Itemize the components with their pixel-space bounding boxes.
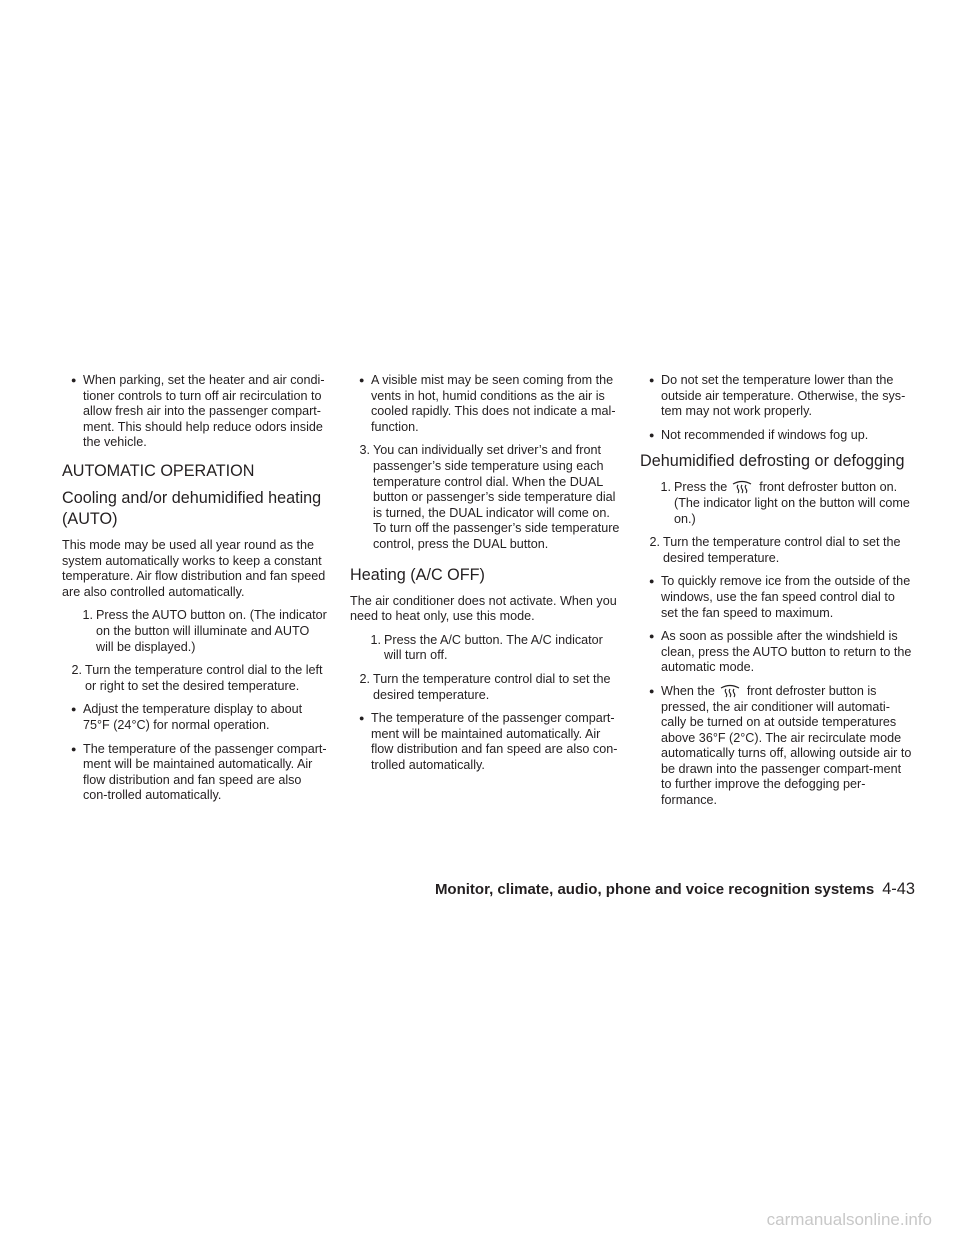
numbered-step: [651, 480, 914, 527]
bullet-marker: ●: [649, 576, 655, 587]
bullet-marker: ●: [71, 375, 77, 385]
numbered-step: [350, 443, 622, 552]
step-number: 1.: [660, 480, 671, 495]
bullet-marker: ●: [71, 704, 77, 715]
subsection-heading: Heating (A/C OFF): [350, 565, 485, 584]
bullet-marker: ●: [649, 685, 655, 696]
bullet-text: Do not set the temperature lower than the outside air temperature. Otherwise, the sys-tem may not work properly.: [661, 373, 906, 419]
section-heading: AUTOMATIC OPERATION: [62, 461, 255, 480]
numbered-step: [350, 672, 622, 703]
step-number: 1.: [82, 608, 93, 623]
list-item: [62, 702, 328, 733]
front-defroster-icon: [719, 684, 741, 698]
paragraph: The air conditioner does not activate. When you need to heat only, use this mode.: [350, 593, 617, 624]
bullet-text: The temperature of the passenger compart-ment will be maintained automatically. Air flow distribution and fan speed are also con-trolled automatically.: [83, 741, 327, 803]
list-item: [62, 373, 328, 451]
bullet-marker: ●: [359, 375, 365, 385]
bullet-text: A visible mist may be seen coming from the vents in hot, humid conditions as the air is cooled rapidly. This does not indicate a mal-function.: [371, 373, 616, 434]
column-1: [62, 373, 328, 812]
bullet-marker: ●: [649, 429, 655, 440]
step-text-start: Press the: [674, 480, 728, 495]
watermark: carmanualsonline.info: [766, 1210, 932, 1229]
bullet-marker: ●: [649, 375, 655, 385]
step-text: Press the A/C button. The A/C indicator will turn off.: [384, 632, 603, 663]
list-item: [62, 742, 328, 804]
step-text: You can individually set driver’s and front passenger’s side temperature using each temperature control dial. When the DUAL button or passenger’s side temperature dial is turned, the DUAL indicator will come on. To turn off the passenger’s side temperature control, press the DUAL button.: [373, 443, 620, 551]
step-text: Press the AUTO button on. (The indicator on the button will illuminate and AUTO will be displayed.): [96, 608, 327, 654]
bullet-marker: ●: [649, 631, 655, 642]
step-text: Turn the temperature control dial to the left or right to set the desired temperature.: [85, 663, 323, 693]
numbered-step: [62, 663, 328, 694]
numbered-step: [73, 608, 328, 655]
bullet-text-start: When the: [661, 683, 715, 698]
page-footer: [0, 880, 915, 899]
step-text: Turn the temperature control dial to set the desired temperature.: [663, 535, 901, 565]
column-3: [640, 373, 914, 817]
bullet-text: As soon as possible after the windshield is clean, press the AUTO button to return to the automatic mode.: [661, 629, 912, 675]
page-number: 4-43: [882, 880, 915, 898]
list-item: [640, 373, 914, 420]
bullet-text: To quickly remove ice from the outside of the windows, use the fan speed control dial to set the fan speed to maximum.: [661, 574, 911, 620]
list-item: [350, 373, 622, 435]
step-number: 2.: [649, 535, 660, 550]
bullet-marker: ●: [71, 743, 77, 754]
step-number: 2.: [359, 671, 370, 686]
step-text: Turn the temperature control dial to set the desired temperature.: [373, 671, 611, 702]
list-item: [350, 711, 622, 773]
paragraph: This mode may be used all year round as the system automatically works to keep a constant temperature. Air flow distribution and fan speed are also controlled automatically.: [62, 537, 326, 599]
step-number: 1.: [370, 632, 381, 647]
subsection-heading: Cooling and/or dehumidified heating (AUTO): [62, 488, 322, 528]
numbered-step: [361, 633, 622, 664]
bullet-text: When parking, set the heater and air condi-tioner controls to turn off air recirculation to allow fresh air into the passenger compart-ment. This should help reduce odors inside the vehicle.: [83, 373, 325, 450]
bullet-text: The temperature of the passenger compart-ment will be maintained automatically. Air flow distribution and fan speed are also con-trolled automatically.: [371, 711, 618, 772]
list-item: [640, 629, 914, 676]
step-number: 3.: [359, 443, 370, 458]
numbered-step: [640, 535, 914, 566]
column-2: [350, 373, 622, 781]
section-title: Monitor, climate, audio, phone and voice recognition systems: [434, 881, 875, 898]
list-item: [640, 428, 914, 444]
bullet-text: Not recommended if windows fog up.: [661, 427, 869, 442]
list-item: [640, 684, 914, 809]
subsection-heading: Dehumidified defrosting or defogging: [640, 452, 905, 471]
list-item: [640, 574, 914, 621]
bullet-text: Adjust the temperature display to about 75°F (24°C) for normal operation.: [83, 702, 303, 732]
step-text-end: front defroster button on. (The indicator light on the button will come on.): [674, 480, 910, 526]
step-number: 2.: [71, 663, 82, 678]
bullet-text-end: front defroster button is pressed, the air conditioner will automati-cally be turned on at outside temperatures above 36°F (2°C). The air recirculate mode automatically turns off, allowing outside air to be drawn into the passenger compart-ment to further improve the defogging per-formance.: [661, 683, 912, 808]
bullet-marker: ●: [359, 713, 365, 724]
front-defroster-icon: [731, 480, 753, 494]
